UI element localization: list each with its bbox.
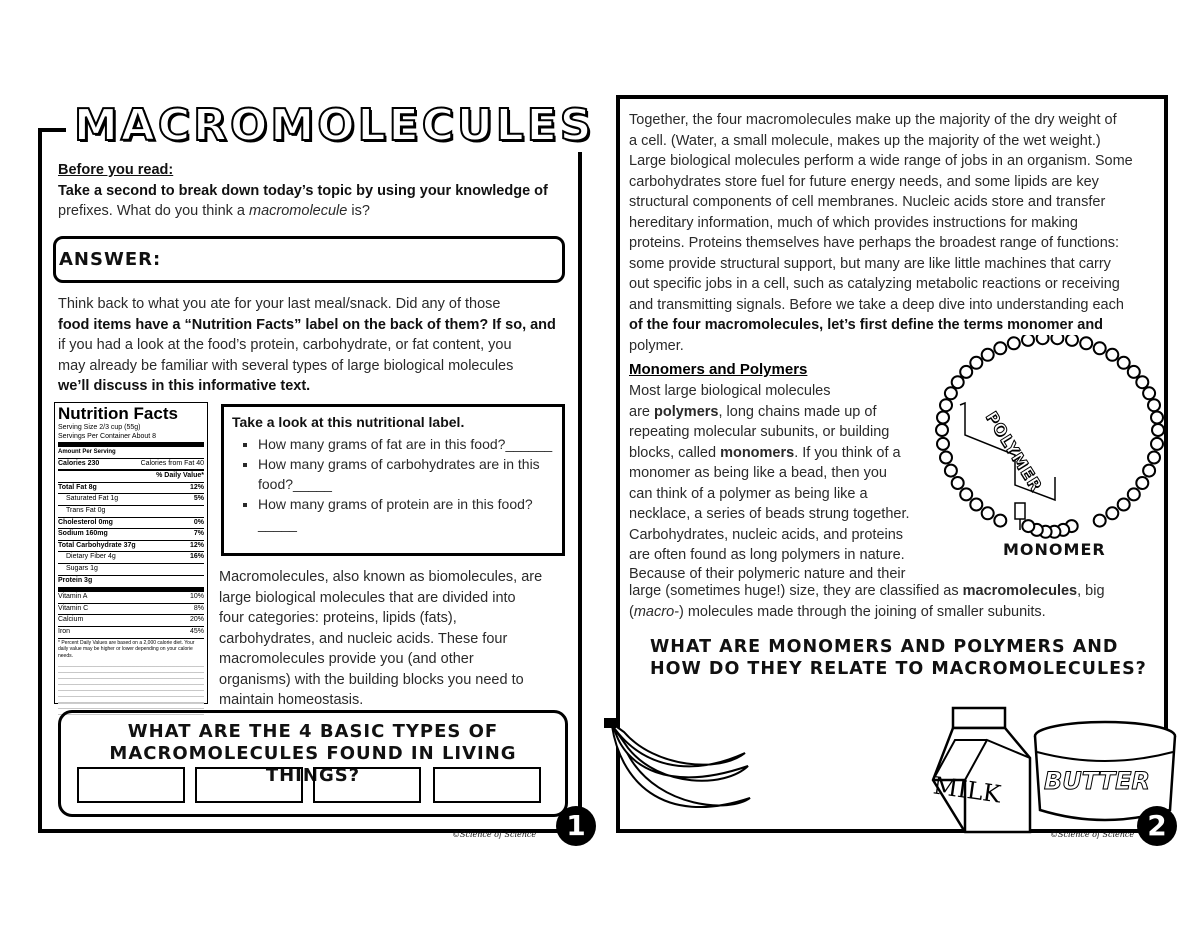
look-question-list: [232, 434, 554, 534]
bead: [1094, 342, 1106, 354]
intro-line: may already be familiar with several types of large biological molecules: [58, 357, 514, 374]
macro-line: maintain homeostasis.: [219, 692, 364, 708]
bead: [952, 477, 964, 489]
question-line: HOW DO THEY RELATE TO MACROMOLECULES?: [650, 659, 1147, 679]
bead: [940, 399, 952, 411]
question-line: WHAT ARE THE 4 BASIC TYPES OF: [127, 721, 499, 742]
before-read-line-1: Take a second to break down today’s topic by using your knowledge of: [58, 182, 548, 199]
intro-paragraph: [58, 294, 568, 397]
nutrient-dv: 7%: [193, 530, 204, 538]
mp-line: repeating molecular subunits, or building: [629, 424, 890, 440]
p2-line: structural components of cell membranes. Nucleic acids store and transfer: [629, 194, 1106, 210]
mp-line: [629, 402, 949, 423]
vitamin-dv: 10%: [189, 593, 204, 601]
banana-illustration: [600, 718, 760, 838]
vitamin-dv: 8%: [193, 604, 204, 612]
macro-line: organisms) with the building blocks you need to: [219, 671, 524, 688]
bead: [970, 499, 982, 511]
nutrient-dv: 12%: [189, 483, 204, 491]
mp-text: . If you think of a: [794, 444, 901, 461]
butter-label: BUTTER: [1044, 767, 1150, 795]
answer-label: ANSWER:: [59, 249, 162, 270]
bead: [1118, 499, 1130, 511]
bead: [960, 366, 972, 378]
bead: [1128, 488, 1140, 500]
mp-em: macro-: [633, 603, 679, 620]
key-term: monomers: [720, 444, 795, 461]
mp-line: Most large biological molecules: [629, 383, 831, 399]
page-1-title: MACROMOLECULES: [66, 100, 603, 152]
answer-cell-2[interactable]: [195, 767, 303, 803]
serving-size: Serving Size 2/3 cup (55g): [58, 424, 141, 431]
bead: [1022, 520, 1034, 532]
p2-line: hereditary information, much of which provides instructions for making: [629, 214, 1078, 231]
intro-line: if you had a look at the food’s protein, carbohydrate, or fat content, you: [58, 337, 512, 353]
question-line: MACROMOLECULES FOUND IN LIVING THINGS?: [109, 743, 517, 786]
bead: [1148, 399, 1160, 411]
intro-line: we’ll discuss in this informative text.: [58, 378, 311, 394]
mp-line: necklace, a series of beads strung together.: [629, 506, 910, 522]
mp-text: large (sometimes huge!) size, they are classified as: [629, 583, 963, 599]
answer-cell-4[interactable]: [433, 767, 541, 803]
p2-line: polymer.: [629, 337, 684, 354]
milk-carton-illustration: [925, 700, 1045, 840]
intro-line: Think back to what you ate for your last meal/snack. Did any of those: [58, 296, 501, 312]
servings-per-container: Servings Per Container About 8: [58, 433, 157, 440]
before-read-text-a: prefixes. What do you think a: [58, 203, 250, 219]
mp-text: (: [629, 603, 634, 620]
bead: [1143, 387, 1155, 399]
bead: [1037, 335, 1049, 344]
nutrient-dv: 5%: [193, 495, 204, 503]
bead: [982, 507, 994, 519]
look-question: ▪ How many grams of protein are in this food?_____: [258, 494, 554, 534]
nutrient-label: Sodium 160mg: [58, 530, 108, 538]
macro-line: Macromolecules, also known as biomolecules, are: [219, 569, 543, 585]
nutrient-label: Saturated Fat 1g: [66, 495, 119, 503]
mp-line: Carbohydrates, nucleic acids, and proteins: [629, 526, 904, 543]
bead: [1080, 337, 1092, 349]
bead: [1118, 357, 1130, 369]
bead: [1143, 465, 1155, 477]
question-line: WHAT ARE MONOMERS AND POLYMERS AND: [650, 637, 1119, 657]
bead: [936, 424, 948, 436]
p2-line: and transmitting signals. Before we take a deep dive into understanding each: [629, 296, 1124, 313]
macro-line: macromolecules provide you (and other: [219, 651, 474, 667]
before-read-text-b: is?: [347, 203, 370, 219]
mp-line: [629, 602, 1159, 623]
bead: [1008, 337, 1020, 349]
credit-1: ©Science of Science: [452, 830, 537, 839]
page-number-2: 2: [1137, 806, 1177, 846]
p2-line: proteins. Proteins themselves have perhaps the broadest range of functions:: [629, 235, 1120, 251]
bead: [982, 349, 994, 361]
nutrient-label: Cholesterol 0mg: [58, 518, 113, 526]
macro-line: large biological molecules that are divided into: [219, 589, 516, 606]
bead: [1128, 366, 1140, 378]
answer-box[interactable]: [53, 236, 565, 283]
bead: [1148, 452, 1160, 464]
necklace-illustration: [925, 335, 1185, 575]
bead: [937, 412, 949, 424]
intro-line: food items have a “Nutrition Facts” label on the back of them? If so, and: [58, 316, 556, 333]
mp-line: [629, 443, 949, 464]
nutrient-dv: 0%: [193, 518, 204, 526]
before-read-em: macromolecule: [249, 203, 348, 219]
bead: [937, 438, 949, 450]
mp-text: , big: [1077, 583, 1105, 599]
before-read-block: [58, 160, 568, 222]
answer-cell-1[interactable]: [77, 767, 185, 803]
milk-label: MILK: [931, 771, 1003, 809]
bead: [1152, 424, 1164, 436]
nutrition-question-box: [221, 404, 565, 556]
answer-cell-3[interactable]: [313, 767, 421, 803]
mp-line: monomer as being like a bead, then you: [629, 465, 887, 481]
nutrition-title: Nutrition Facts: [58, 404, 178, 423]
mp-line: [629, 581, 1159, 602]
page-2-intro-paragraph: [629, 110, 1159, 356]
mp-line: Because of their polymeric nature and their: [629, 565, 906, 582]
credit-2: ©Science of Science: [1050, 830, 1135, 839]
vitamin-label: Calcium: [58, 616, 84, 624]
monomer-pointer: [1015, 503, 1025, 519]
p2-line: Large biological molecules perform a wide range of jobs in an organism. Some: [629, 153, 1133, 169]
p2-line: carbohydrates store fuel for future energy needs, and some lipids are key: [629, 173, 1099, 190]
vitamin-dv: 45%: [189, 627, 204, 635]
mp-closing-lines: [629, 581, 1159, 622]
p2-line: of the four macromolecules, let’s first define the terms monomer and: [629, 317, 1104, 333]
bead: [1051, 335, 1063, 344]
mp-text: ) molecules made through the joining of smaller subunits.: [678, 603, 1046, 620]
amount-per-serving: Amount Per Serving: [58, 449, 116, 455]
look-question: ▪ How many grams of carbohydrates are in this food?_____: [258, 454, 554, 494]
bead: [994, 342, 1006, 354]
p2-line: a cell. (Water, a small molecule, makes up the majority of the wet weight.): [629, 132, 1101, 149]
mp-bold: macromolecules: [962, 583, 1078, 599]
before-read-line-2: [58, 201, 568, 222]
nutrition-footnote: * Percent Daily Values are based on a 2,000 calorie diet. Your daily value may be higher or lower depending on your calorie needs.: [58, 638, 204, 660]
bead: [1151, 438, 1163, 450]
bead: [970, 357, 982, 369]
nutrient-dv: 16%: [189, 553, 204, 561]
macro-line: carbohydrates, and nucleic acids. These four: [219, 630, 508, 647]
bead: [1136, 477, 1148, 489]
nutrient-label: Trans Fat 0g: [66, 506, 106, 514]
mp-text: are: [629, 403, 654, 420]
bead: [994, 515, 1006, 527]
daily-value-header: % Daily Value*: [156, 472, 204, 480]
macro-line: four categories: proteins, lipids (fats),: [219, 610, 457, 626]
monomers-polymers-paragraph: [629, 381, 949, 582]
look-heading: Take a look at this nutritional label.: [232, 414, 465, 430]
mp-line: are often found as long polymers in nature.: [629, 547, 905, 563]
page-number-1: 1: [556, 806, 596, 846]
vitamin-label: Vitamin C: [58, 604, 89, 612]
vitamin-label: Vitamin A: [58, 593, 88, 601]
bead: [1136, 376, 1148, 388]
bead: [952, 376, 964, 388]
p2-line: Together, the four macromolecules make up the majority of the dry weight of: [629, 112, 1117, 128]
before-read-heading: Before you read:: [58, 162, 174, 178]
vitamin-dv: 20%: [189, 616, 204, 624]
bead: [945, 465, 957, 477]
calories: Calories 230: [58, 459, 100, 467]
mp-line: can think of a polymer as being like a: [629, 485, 868, 502]
bead: [1106, 349, 1118, 361]
nutrient-label: Total Carbohydrate 37g: [58, 541, 136, 549]
bead: [1094, 515, 1106, 527]
vitamin-label: Iron: [58, 627, 71, 635]
mp-text: blocks, called: [629, 444, 721, 461]
nutrition-facts-label: [54, 402, 208, 704]
bead: [960, 488, 972, 500]
nutrient-dv: 12%: [189, 541, 204, 549]
polymer-label: POLYMER: [981, 408, 1047, 496]
nutrient-label: Protein 3g: [58, 576, 93, 584]
monomer-label: MONOMER: [1003, 540, 1106, 559]
monomers-polymers-heading: Monomers and Polymers: [629, 361, 808, 378]
calories-from-fat: Calories from Fat 40: [140, 459, 204, 467]
mp-text: , long chains made up of: [718, 403, 877, 420]
key-term: polymers: [654, 403, 719, 420]
bead: [1106, 507, 1118, 519]
p2-line: some provide structural support, but many are like little machines that carry: [629, 255, 1111, 272]
nutrient-label: Dietary Fiber 4g: [66, 553, 116, 561]
bead: [1022, 335, 1034, 346]
look-question: ▪ How many grams of fat are in this food?______: [258, 434, 554, 454]
bead: [1066, 335, 1078, 346]
bead: [1151, 412, 1163, 424]
nutrient-label: Total Fat 8g: [58, 483, 97, 491]
p2-line: out specific jobs in a cell, such as catalyzing metabolic reactions or receiving: [629, 276, 1120, 292]
bead: [940, 452, 952, 464]
macromolecules-paragraph: [219, 567, 569, 711]
monomers-polymers-question: [650, 636, 1147, 680]
nutrient-label: Sugars 1g: [66, 564, 98, 572]
nutrition-footer-table: [58, 661, 204, 715]
bead: [945, 387, 957, 399]
